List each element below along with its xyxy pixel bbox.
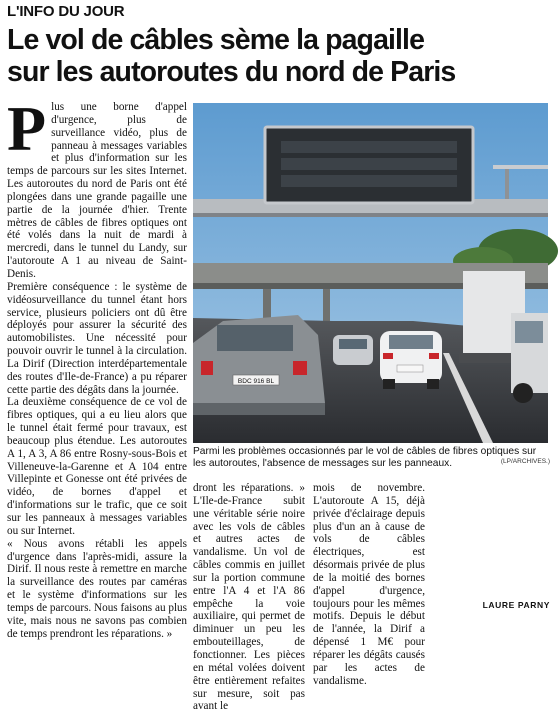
paragraph-2: Première conséquence : le système de vidéosurveillance du tunnel étant hors service, plusieurs policiers ont dû être déployés pour assurer la sécurité des automobilistes. Une nécessité pour pouvoir ouvrir le tunnel à la circulation. La Dirif (Direction interdépartementale des routes d'Ile-de-France) a pu réparer cette partie des dégâts dans la journée.: [7, 280, 187, 396]
paragraph-3: La deuxième conséquence de ce vol de fibres optiques, qui a eu lieu alors que le tunnel était fermé pour travaux, est beaucoup plus étendue. Les autoroutes A 1, A 3, A 86 entre Rosny-sous-Bois et Villeneuve-la-Garenne et A 104 entre Villepinte et Gonesse ont été privées de vidéo, de bornes d'appel et d'informations sur le trafic, que ce soit sur les panneaux à messages variables ou sur Internet.: [7, 396, 187, 537]
motorway-photo-illustration: [193, 103, 548, 443]
headline-line-2: sur les autoroutes du nord de Paris: [7, 56, 456, 88]
paragraph-1: lus une borne d'appel d'urgence, plus de surveillance vidéo, plus de panneau à messages variables et plus d'information sur les temps de parcours sur les sites Internet. Les autoroutes du nord de Paris ont été plongées dans une grande pagaille une partie de la journée d'hier. Trente mètres de câbles de fibres optiques ont été volés dans la nuit de mardi à mercredi, dans le tunnel du Landy, sur l'autoroute A 1 au niveau de Saint-Denis.: [7, 101, 187, 280]
article-photo: [193, 103, 548, 443]
photo-caption: Parmi les problèmes occasionnés par le vol de câbles de fibres optiques sur les autoroutes, l'absence de messages sur les panneaux.: [193, 446, 537, 469]
license-plate: BDC 916 BL: [237, 378, 275, 385]
article-column-2: dront les réparations. » L'Ile-de-France subit une véritable série noire avec les vols de câbles et autres actes de vandalisme. Un vol de câbles commis en juillet sur la portion commune entre l'A 4 et l'A 86 empêche la voie auxiliaire, qui permet de diminuer un peu les embouteillages, de fonctionner. Les pièces en métal volées doivent être entièrement refaites sur mesure, soit pas avant le: [193, 482, 305, 713]
headline-line-1: Le vol de câbles sème la pagaille: [7, 24, 425, 56]
section-label: L'INFO DU JOUR: [7, 3, 125, 20]
photo-credit: (LP/ARCHIVES.): [500, 458, 550, 465]
byline: LAURE PARNY: [482, 600, 550, 610]
headline: [7, 24, 555, 88]
article-column-3: mois de novembre. L'autoroute A 15, déjà privée d'éclairage depuis plus d'un an à cause de vols de câbles électriques, est désormais privée de plus de la moitié des bornes d'appel d'urgence, toujours pour les mêmes motifs. Depuis le début de l'année, la Dirif a dépensé 1 M€ pour réparer les dégâts causés par les actes de vandalisme.: [313, 482, 425, 687]
article-column-1: [7, 93, 187, 640]
paragraph-4: « Nous avons rétabli les appels d'urgence dans l'après-midi, assure la Dirif. Il nous reste à remettre en marche la surveillance des routes par caméras et le système d'informations sur les temps de parcours. Nous faisons au plus vite, mais nous ne savons pas combien de temps prendront les réparations. »: [7, 537, 187, 640]
drop-cap: P: [7, 93, 47, 164]
